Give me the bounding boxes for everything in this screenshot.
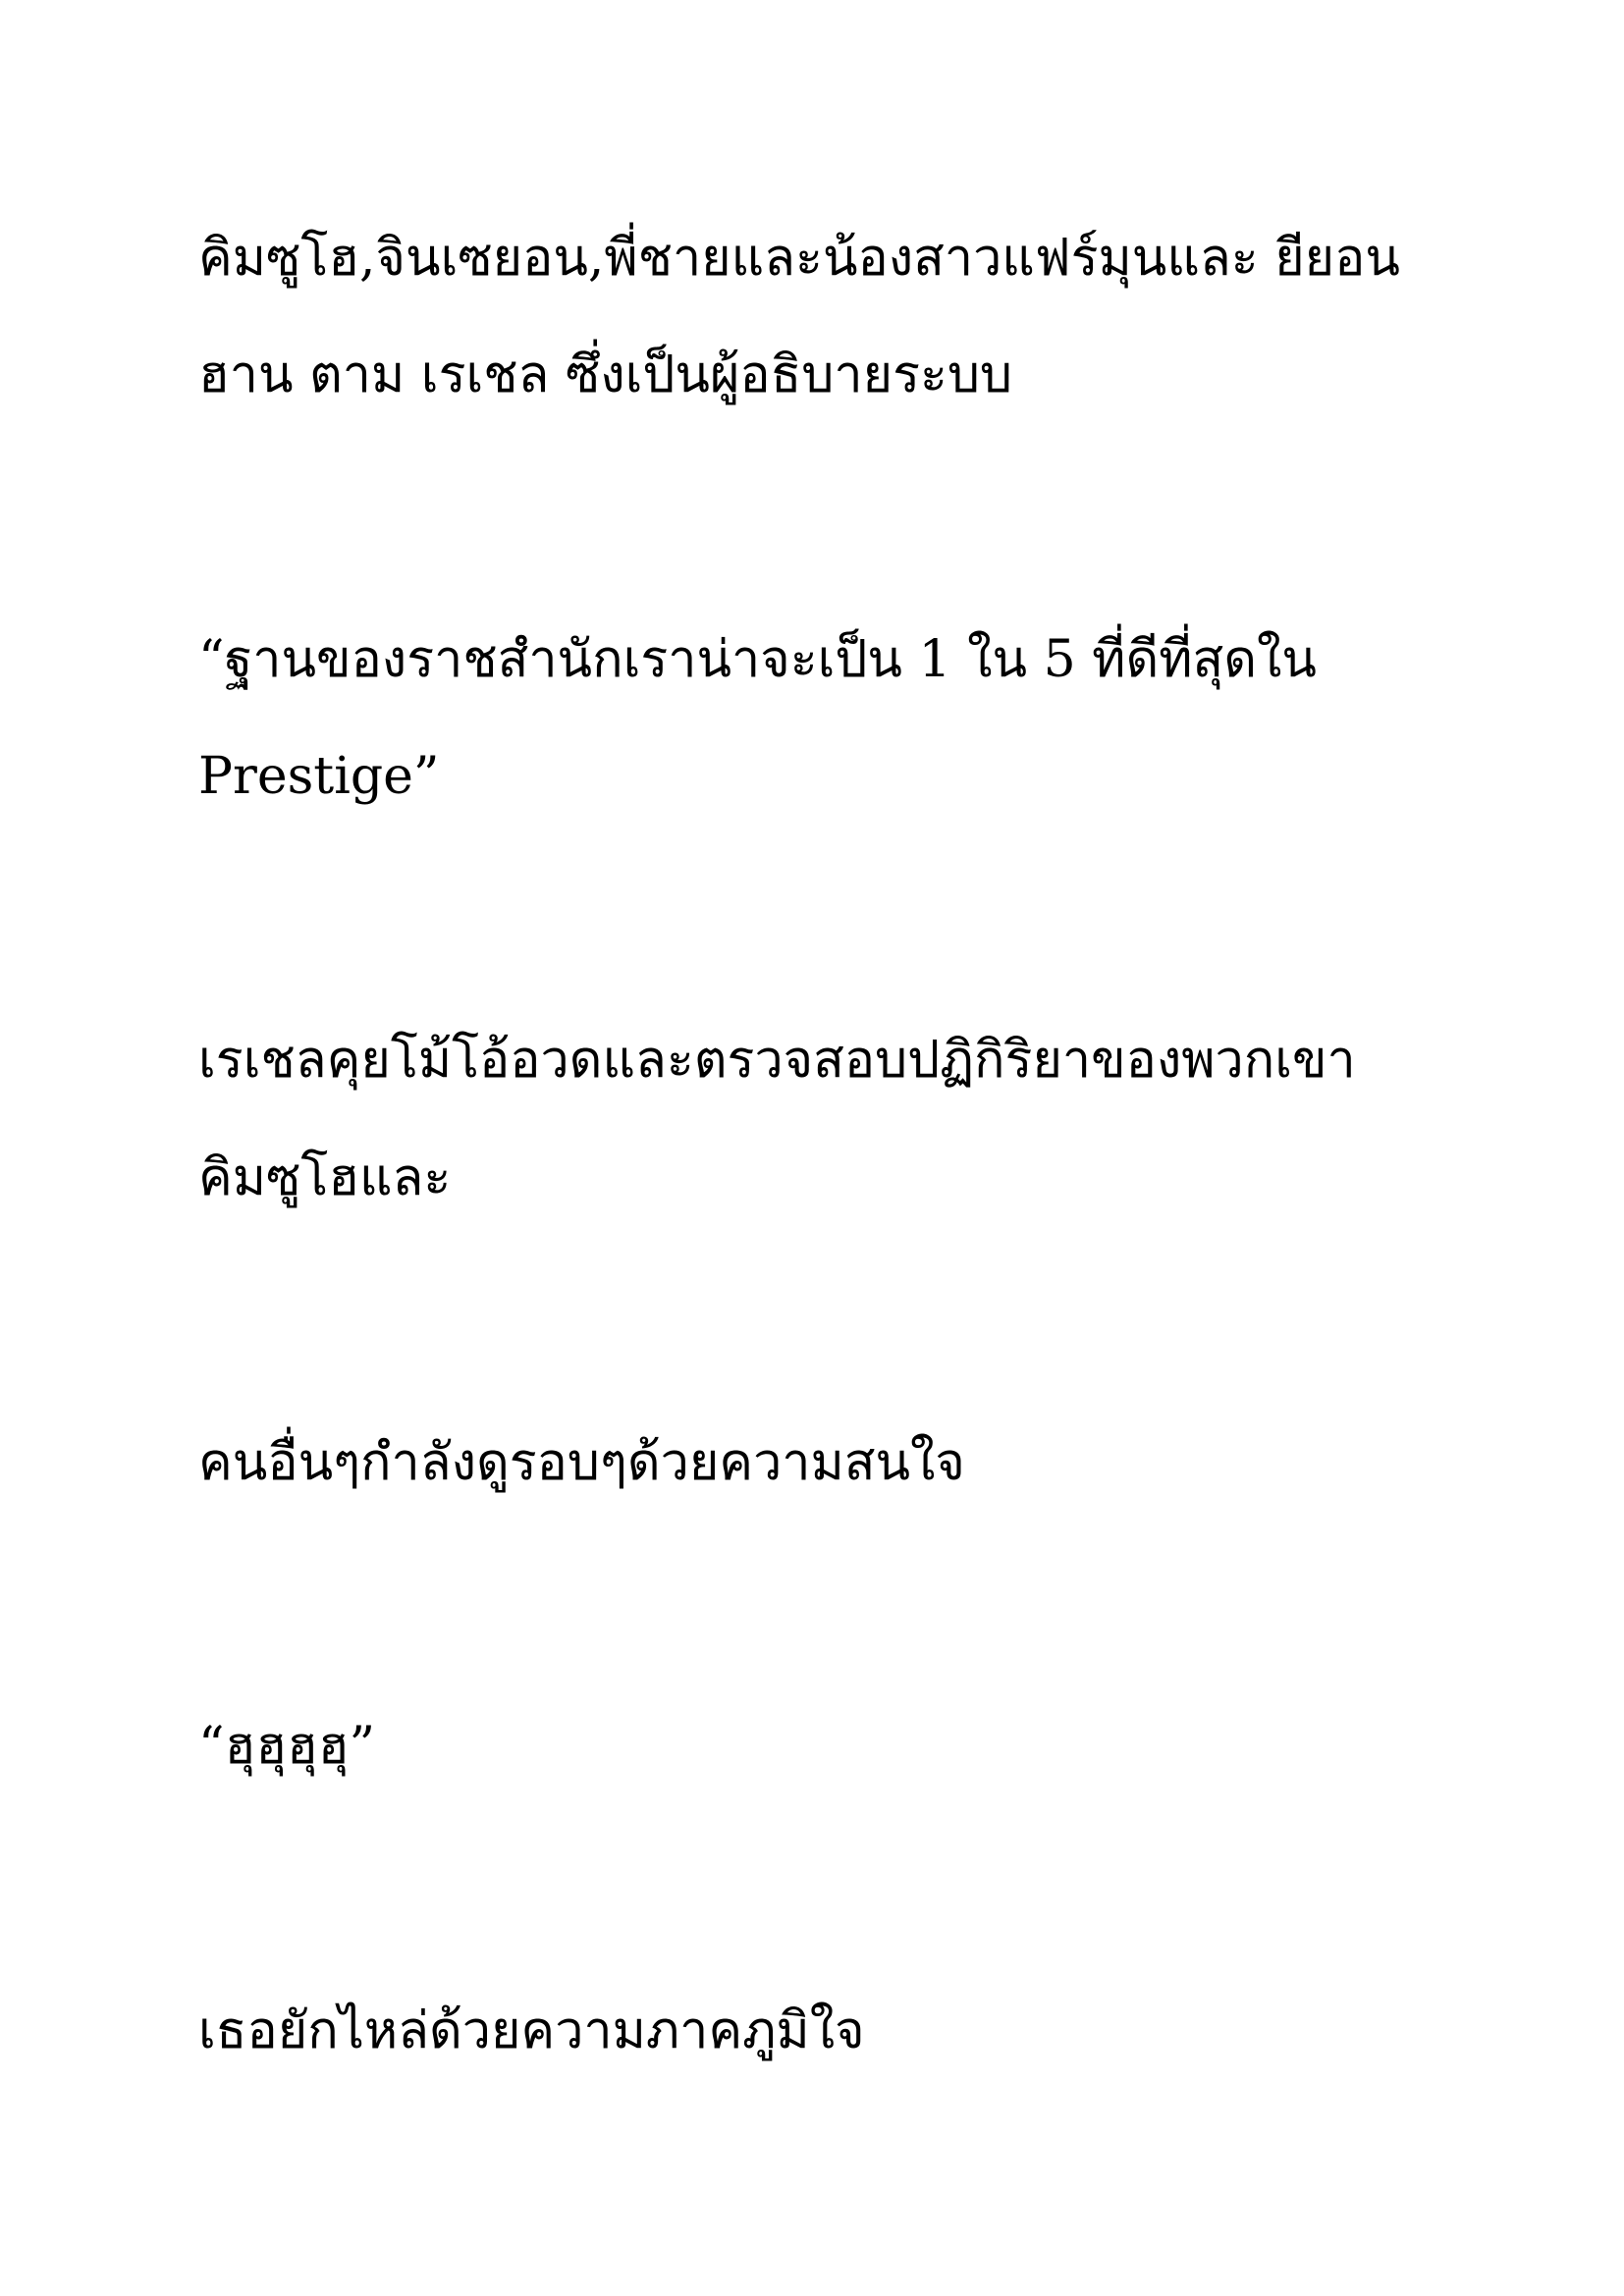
paragraph-3-line-2: คิมซูโฮและ [198,1148,452,1207]
paragraph-4-line-1: คนอื่นๆกำลังดูรอบๆด้วยความสนใจ [198,1433,965,1492]
paragraph-3-line-1: เรเชลคุยโม้โอ้อวดและตรวจสอบปฏิกิริยาของพวกเขา [198,1031,1356,1090]
paragraph-1-line-1: คิมซูโฮ,จินเซยอน,พี่ชายและน้องสาวแฟร์มุนและ ยียอน [198,229,1400,288]
paragraph-5-line-1: “ฮุฮุฮุฮุ” [198,1717,376,1776]
paragraph-6-line-1: เธอยักไหล่ด้วยความภาคภูมิใจ [198,2002,865,2060]
paragraph-1-line-2: ฮาน ตาม เรเชล ซึ่งเป็นผู้อธิบายระบบ [198,346,1012,404]
paragraph-2-line-2: Prestige” [198,747,440,806]
paragraph-2-line-1: “ฐานของราชสำนักเราน่าจะเป็น 1 ใน 5 ที่ดีที่สุดใน [198,630,1317,689]
